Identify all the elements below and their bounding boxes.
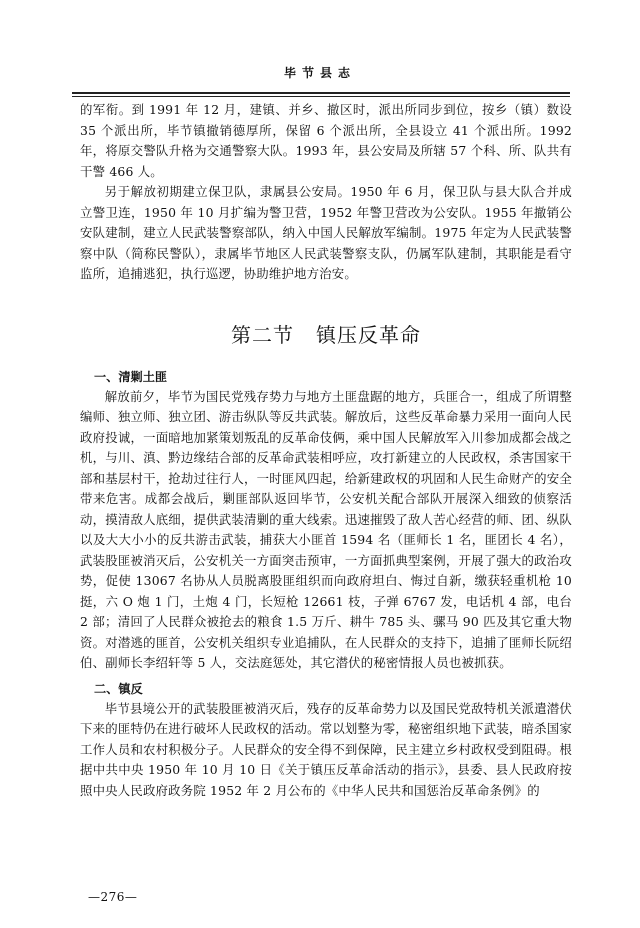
section-name: 镇压反革命 xyxy=(316,322,421,347)
intro-paragraph-2: 另于解放初期建立保卫队，隶属县公安局。1950 年 6 月，保卫队与县大队合并成立警卫连，1950 年 10 月扩编为警卫营，1952 年警卫营改为公安队。1955 年撤销公安队建制，建立人民武装警察部队，纳入中国人民解放军编制。1975 年定为人民武装警察中队（简称民警队），隶属毕节地区人民武装警察支队，仍属军队建制，其职能是看守监所，追捕逃犯，执行巡逻，协助维护地方治安。 xyxy=(80,184,572,281)
intro-paragraph-1: 的军衔。到 1991 年 12 月，建镇、并乡、撤区时，派出所同步到位，按乡（镇）数设 35 个派出所，毕节镇撤销德厚所，保留 6 个派出所，全县设立 41 个派出所。1992 年，将原交警队升格为交通警察大队。1993 年，县公安局及所辖 57 个科、所、队共有干警 466 人。 xyxy=(80,102,572,179)
subsection-heading-1: 一、清剿土匪 xyxy=(94,369,168,384)
header-rule-thin xyxy=(72,96,570,97)
section-title xyxy=(80,319,572,348)
subsection-paragraph-2: 毕节县境公开的武装股匪被消灭后，残存的反革命势力以及国民党敌特机关派遣潜伏下来的匪特仍在进行破坏人民政权的活动。常以划整为零，秘密组织地下武装，暗杀国家工作人员和农村积极分子。人民群众的安全得不到保障，民主建立乡村政权受到阻碍。根据中共中央 1950 年 10 月 10 日《关于镇压反革命活动的指示》，县委、县人民政府按照中央人民政府政务院 1952 年 2 月公布的《中华人民共和国惩治反革命条例》的 xyxy=(80,700,572,798)
running-header: 毕节县志 xyxy=(283,66,356,80)
subsection-heading-2: 二、镇反 xyxy=(94,681,143,696)
page-number: —276— xyxy=(88,890,138,904)
page-body xyxy=(80,100,572,801)
section-number: 第二节 xyxy=(231,322,294,347)
header-rule-thick xyxy=(72,92,570,94)
subsection-paragraph-1: 解放前夕，毕节为国民党残存势力与地方土匪盘踞的地方，兵匪合一，组成了所谓整编师、独立师、独立团、游击纵队等反共武装。解放后，这些反革命暴力采用一面向人民政府投诚，一面暗地加紧策划叛乱的反革命伎俩，乘中国人民解放军入川参加成都会战之机，与川、滇、黔边缘结合部的反革命武装相呼应，攻打新建立的人民政权，杀害国家干部和基层村干，抢劫过往行人，一时匪风四起，给新建政权的巩固和人民生命财产的安全带来危害。成都会战后，剿匪部队返回毕节，公安机关配合部队开展深入细致的侦察活动，摸清敌人底细，提供武装清剿的重大线索。迅速摧毁了敌人苦心经营的师、团、纵队以及大大小小的反共游击武装，捕获大小匪首 1594 名（匪师长 1 名，匪团长 4 名），武装股匪被消灭后，公安机关一方面突击预审，一方面抓典型案例，开展了强大的政治攻势，促使 13067 名协从人员脱离股匪组织而向政府坦白、悔过自新，缴获轻重机枪 10 挺，六 O 炮 1 门，土炮 4 门，长短枪 12661 枝，子弹 6767 发，电话机 4 部，电台 2 部；清回了人民群众被抢去的粮食 1.5 万斤、耕牛 785 头、骡马 90 匹及其它重大物资。对潜逃的匪首，公安机关组织专业追捕队，在人民群众的支持下，追捕了匪师长阮绍伯、副师长李绍轩等 5 人，交法庭惩处，其它潜伏的秘密情报人员也被抓获。 xyxy=(80,388,572,670)
